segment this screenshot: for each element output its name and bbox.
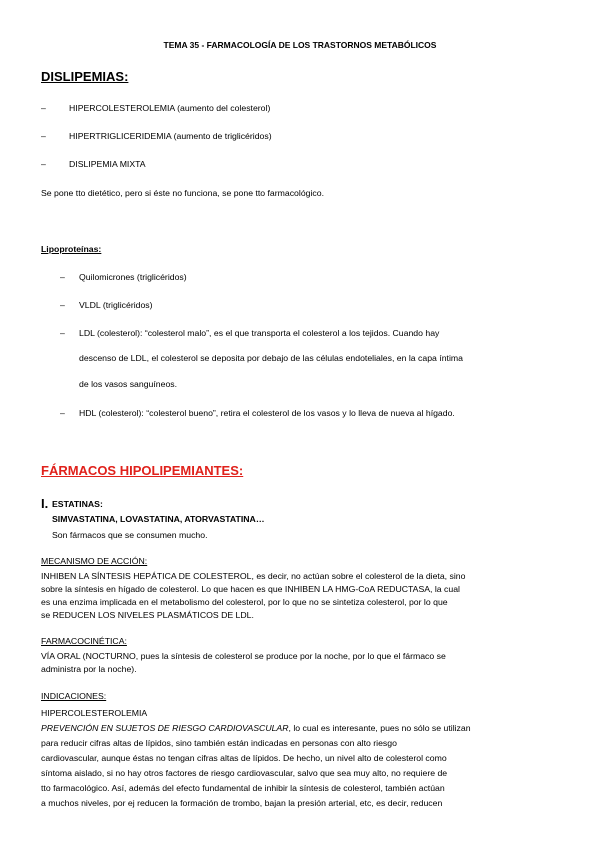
- indicaciones-line: para reducir cifras altas de lípidos, sino también están indicadas en personas con alto riesgo: [41, 738, 397, 748]
- lipoproteinas-heading: Lipoproteínas:: [41, 244, 102, 254]
- farmacocinetica-line: VÍA ORAL (NOCTURNO, pues la síntesis de colesterol se produce por la noche, por lo que el fármaco se: [41, 651, 446, 661]
- indicaciones-line: cardiovascular, aunque éstas no tengan cifras altas de lípidos. De hecho, un nivel alto de colesterol como: [41, 753, 447, 763]
- indicaciones-line: síntoma aislado, si no hay otros factores de riesgo cardiovascular, salvo que sea muy alto, no requiere de: [41, 768, 448, 778]
- mecanismo-heading: MECANISMO DE ACCIÓN:: [41, 556, 148, 566]
- mecanismo-line: se REDUCEN LOS NIVELES PLASMÁTICOS DE LDL.: [41, 610, 254, 620]
- lipoproteina-item: LDL (colesterol): “colesterol malo”, es el que transporta el colesterol a los tejidos. Cuando hay: [79, 328, 440, 338]
- dash-bullet: –: [41, 159, 46, 169]
- lipoproteina-item-continued: de los vasos sanguíneos.: [79, 379, 178, 389]
- dislipemias-heading: DISLIPEMIAS:: [41, 69, 129, 84]
- indicaciones-italic: PREVENCIÓN EN SUJETOS DE RIESGO CARDIOVASCULAR: [41, 723, 289, 733]
- lipoproteina-item-continued: descenso de LDL, el colesterol se deposita por debajo de las células endoteliales, en la capa íntima: [79, 353, 463, 363]
- estatinas-number: I.: [41, 496, 49, 511]
- farmacocinetica-heading: FARMACOCINÉTICA:: [41, 636, 127, 646]
- mecanismo-line: es una enzima implicada en el metabolismo del colesterol, por lo que no se sintetiza colesterol, por lo que: [41, 597, 448, 607]
- document-title: TEMA 35 - FARMACOLOGÍA DE LOS TRASTORNOS METABÓLICOS: [163, 40, 437, 50]
- farmacocinetica-line: administra por la noche).: [41, 664, 137, 674]
- dislipemia-note: Se pone tto dietético, pero si éste no funciona, se pone tto farmacológico.: [41, 188, 325, 198]
- dislipemia-item: HIPERTRIGLICERIDEMIA (aumento de triglicéridos): [69, 131, 272, 141]
- dislipemia-item: HIPERCOLESTEROLEMIA (aumento del colesterol): [69, 103, 271, 113]
- dash-bullet: –: [60, 300, 65, 310]
- lipoproteina-item: Quilomicrones (triglicéridos): [79, 272, 187, 282]
- dislipemia-item: DISLIPEMIA MIXTA: [69, 159, 146, 169]
- lipoproteina-item: HDL (colesterol): “colesterol bueno”, retira el colesterol de los vasos y lo lleva de nueva al hígado.: [79, 408, 455, 418]
- indicaciones-line: tto farmacológico. Así, además del efecto fundamental de inhibir la síntesis de colesterol, también actúan: [41, 783, 445, 793]
- indicaciones-line: a muchos niveles, por ej reducen la formación de trombo, bajan la presión arterial, etc, es decir, reducen: [41, 798, 443, 808]
- dash-bullet: –: [60, 272, 65, 282]
- dash-bullet: –: [41, 103, 46, 113]
- indicaciones-heading: INDICACIONES:: [41, 691, 107, 701]
- indicaciones-sub: HIPERCOLESTEROLEMIA: [41, 708, 148, 718]
- lipoproteina-item: VLDL (triglicéridos): [79, 300, 153, 310]
- mecanismo-line: sobre la síntesis en hígado de colesterol. Lo que hacen es que INHIBEN LA HMG-CoA REDUCTASA, la cual: [41, 584, 460, 594]
- estatinas-list: SIMVASTATINA, LOVASTATINA, ATORVASTATINA…: [52, 514, 265, 524]
- estatinas-label: ESTATINAS:: [52, 499, 103, 509]
- farmacos-heading: FÁRMACOS HIPOLIPEMIANTES:: [41, 463, 244, 478]
- indicaciones-first-line: [41, 723, 471, 733]
- indicaciones-first-rest: , lo cual es interesante, pues no sólo se utilizan: [288, 723, 471, 733]
- dash-bullet: –: [41, 131, 46, 141]
- estatinas-note: Son fármacos que se consumen mucho.: [52, 530, 208, 540]
- mecanismo-line: INHIBEN LA SÍNTESIS HEPÁTICA DE COLESTEROL, es decir, no actúan sobre el colesterol de la dieta, sino: [41, 571, 466, 581]
- dash-bullet: –: [60, 408, 65, 418]
- dash-bullet: –: [60, 328, 65, 338]
